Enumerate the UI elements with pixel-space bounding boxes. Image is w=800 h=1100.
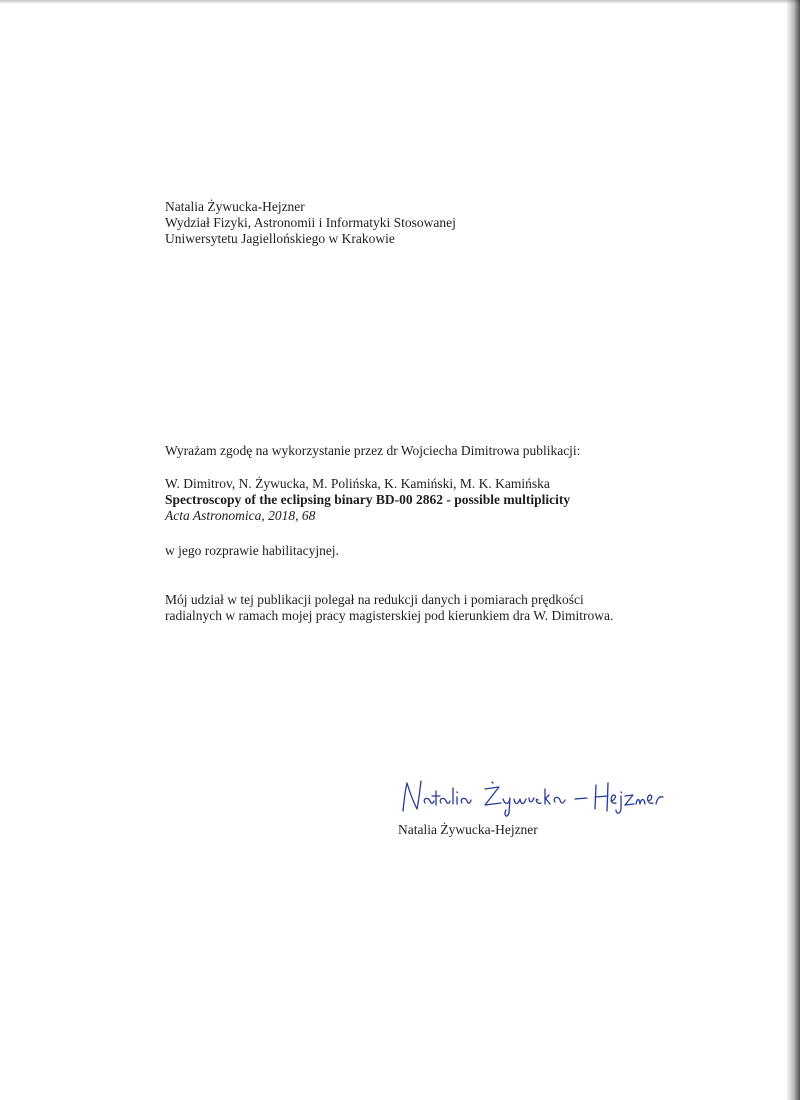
usage-text: w jego rozprawie habilitacyjnej. — [165, 543, 339, 558]
usage-block — [165, 543, 339, 559]
sender-faculty: Wydział Fizyki, Astronomii i Informatyki Stosowanej — [165, 215, 456, 230]
contribution-paragraph — [165, 592, 613, 624]
scan-top-edge — [0, 0, 800, 4]
sender-university: Uniwersytetu Jagiellońskiego w Krakowie — [165, 231, 395, 246]
publication-authors: W. Dimitrov, N. Żywucka, M. Polińska, K. Kamiński, M. K. Kamińska — [165, 476, 550, 491]
handwritten-signature — [395, 775, 670, 825]
signatory-printed-name: Natalia Żywucka-Hejzner — [398, 822, 538, 837]
consent-statement-block — [165, 443, 580, 459]
sender-address — [165, 199, 456, 247]
contribution-line-1: Mój udział w tej publikacji polegał na redukcji danych i pomiarach prędkości — [165, 592, 584, 607]
contribution-line-2: radialnych w ramach mojej pracy magisterskiej pod kierunkiem dra W. Dimitrowa. — [165, 608, 614, 623]
publication-reference — [165, 476, 570, 524]
publication-title: Spectroscopy of the eclipsing binary BD-00 2862 - possible multiplicity — [165, 492, 571, 507]
consent-statement: Wyrażam zgodę na wykorzystanie przez dr Wojciecha Dimitrowa publikacji: — [165, 443, 581, 458]
sender-name: Natalia Żywucka-Hejzner — [165, 199, 305, 214]
scan-right-edge — [786, 0, 800, 1100]
publication-journal: Acta Astronomica, 2018, 68 — [165, 508, 316, 523]
